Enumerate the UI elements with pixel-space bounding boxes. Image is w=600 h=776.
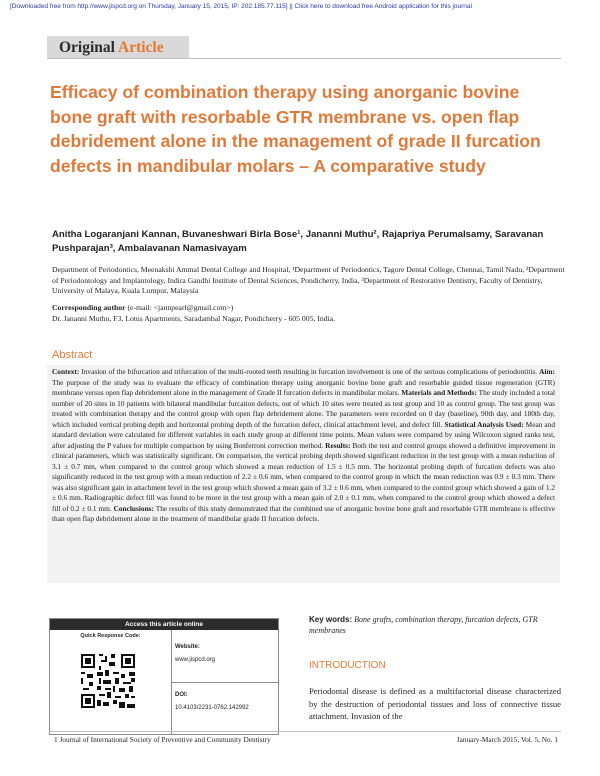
abstract-aim: The purpose of the study was to evaluate the efficacy of combination therapy using anorganic bovine bone graft and resorbable guided tissue regeneration (GTR) membrane versus open flap debridement alone in the management of Grade II furcation defects in mandibular molars. <box>52 377 555 397</box>
abstract-stats-label: Statistical Analysis Used: <box>444 419 524 429</box>
keywords <box>309 614 559 636</box>
section-tag-part2: Article <box>118 39 164 56</box>
website-link[interactable]: www.jispcd.org <box>175 657 216 663</box>
qr-label: Quick Response Code: <box>80 633 141 639</box>
qr-cell <box>50 630 172 734</box>
abstract-context: Invasion of the bifurcation and trifurcation of the multi-rooted teeth resulting in furcation involvement is one of the serious complications of periodontitis. <box>79 367 540 376</box>
correspondence-email: (e-mail: <jannpearl@gmail.com>) <box>125 303 234 312</box>
access-online-box <box>49 618 279 735</box>
abstract-results-label: Results: <box>325 440 351 450</box>
doi-label: DOI: <box>175 692 188 698</box>
abstract-conclusions: The results of this study demonstrated that the combined use of anorganic bovine bone graft and resorbable GTR membrane is effective than open flap debridement alone in the treatment of mandibular grade II furcation defects. <box>52 503 555 523</box>
qr-code-icon[interactable] <box>79 652 137 710</box>
affiliations: Department of Periodontics, Meenakshi Ammal Dental College and Hospital, ¹Department of Periodontics, Tagore Dental College, Chennai, Tamil Nadu, ²Department of Periodontology and Implantology, Indira Gandhi Institute of Dental Sciences, Pondicherry, India, ³Department of Restorative Dentistry, Faculty of Dentistry, University of Malaya, Kuala Lumpur, Malaysia <box>52 265 565 295</box>
introduction-heading: INTRODUCTION <box>309 660 386 671</box>
article-title: Efficacy of combination therapy using anorganic bovine bone graft with resorbable GTR membrane vs. open flap debridement alone in the management of grade II furcation defects in mandibular molars – A comparative study <box>50 82 541 176</box>
download-banner-link[interactable]: [Downloaded free from http://www.jispcd.org on Thursday, January 15, 2015, IP: 202.185.77.115] || Click here to download free Android application for this journal <box>10 3 472 10</box>
website-doi-cell <box>172 630 278 734</box>
cell-divider <box>172 682 278 683</box>
section-tag <box>47 36 189 59</box>
correspondence-label: Corresponding author <box>52 303 126 312</box>
abstract-results: Both the test and control groups showed a definitive improvement in clinical parameters, which was statistically significant. On comparison, the vertical probing depth showed significant reduction in the test group with a mean reduction of 3.1 ± 0.7 mm, when compared to the control group which showed a mean reduction of 1.5 ± 0.5 mm. The horizontal probing depth of furcation defects was also significantly reduced in the test group with a mean reduction of 2.2 ± 0.6 mm, when compared to the control group in which the mean reduction was 0.9 ± 0.3 mm. There was also significant gain in attachment level in the test group which showed a mean gain of 3.2 ± 0.6 mm, when compared to the control group which showed a gain of 1.2 ± 0.6 mm. Radiographic defect fill was found to be more in the test group with a mean gain of 2.0 ± 0.1 mm, when compared to the control group which showed a defect fill of 0.2 ± 0.1 mm. <box>52 440 556 513</box>
abstract-conclusions-label: Conclusions: <box>113 503 154 513</box>
keywords-label: Key words: <box>309 615 353 624</box>
website-label: Website: <box>175 644 200 650</box>
abstract-methods-label: Materials and Methods: <box>401 388 477 397</box>
abstract-heading: Abstract <box>52 349 93 361</box>
section-tag-part1: Original <box>59 39 118 56</box>
footer-journal: 1 Journal of International Society of Preventive and Community Dentistry <box>54 735 271 744</box>
abstract-methods: The study included a total number of 20 sites in 10 patients with bilateral mandibular furcation defects, out of which 10 sites were treated as test group and 10 as control group. The test group was treated with combination therapy and the control group with open flap debridement alone. The parameters were recorded on 0 day (baseline), 90th day, and 180th day, which included vertical probing depth and horizontal probing depth of the furcation defect, clinical attachment level, and defect fill. <box>52 388 555 429</box>
abstract-stats: Mean and standard deviation were calculated for different variables in each study group at different time points. Mean values were compared by using Wilcoxon signed ranks test, after adjusting the P values for multiple comparison by using Bonferroni correction method. <box>52 419 556 450</box>
keywords-text: Bone grafts, combination therapy, furcation defects, GTR membranes <box>309 615 538 635</box>
footer-issue: January-March 2015, Vol. 5, No. 1 <box>456 735 558 744</box>
access-box-header: Access this article online <box>50 619 278 630</box>
correspondence-address: Dr. Jananni Muthu, F3, Lotus Apartments, Saradambal Nagar, Pondicherry - 605 005, India. <box>52 313 336 323</box>
abstract-aim-label: Aim: <box>539 367 555 376</box>
abstract-context-label: Context: <box>52 367 80 376</box>
doi-link[interactable]: 10.4103/2231-0762.142992 <box>175 705 249 711</box>
correspondence <box>52 303 567 324</box>
abstract-body <box>52 367 555 525</box>
footer-divider <box>49 731 561 732</box>
author-list: Anitha Logaranjani Kannan, Buvaneshwari Birla Bose¹, Jananni Muthu², Rajapriya Perumalsamy, Saravanan Pushparajan³, Ambalavanan Namasivayam <box>52 229 544 254</box>
introduction-body: Periodontal disease is defined as a multifactorial disease characterized by the destruction of periodontal tissues and loss of connective tissue attachment. Invasion of the <box>309 686 561 721</box>
header-divider <box>47 58 561 59</box>
